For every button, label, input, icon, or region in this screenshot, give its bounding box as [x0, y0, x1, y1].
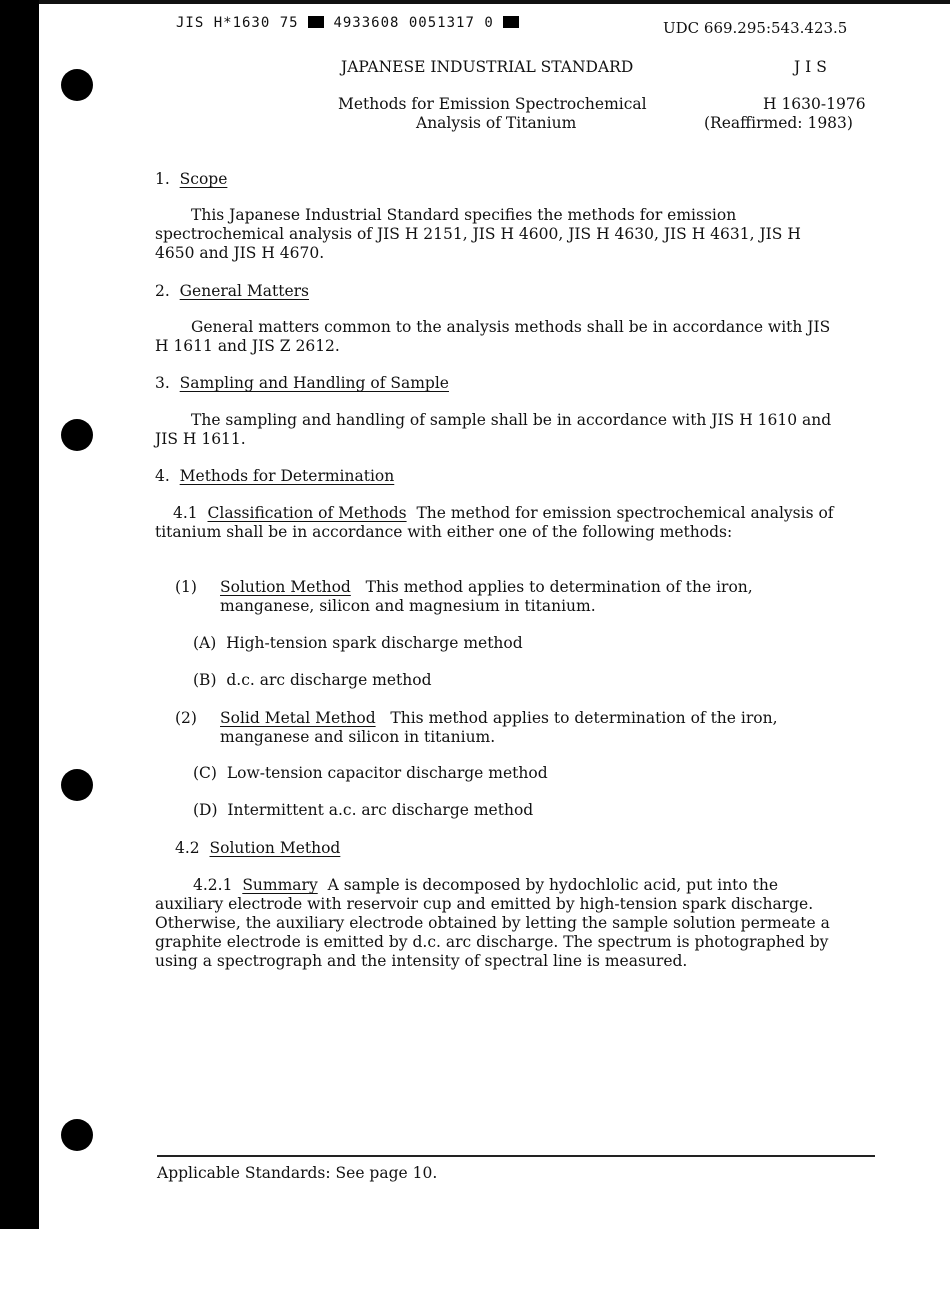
subsection-4-1: [155, 504, 835, 542]
section-3-body: The sampling and handling of sample shall be in accordance with JIS H 1610 and JIS H 1611.: [155, 411, 832, 448]
method-b: [193, 671, 432, 690]
punch-hole: [61, 1119, 93, 1151]
standard-name: JAPANESE INDUSTRIAL STANDARD: [341, 58, 634, 76]
punch-hole: [61, 419, 93, 451]
subsection-4-2-heading: [175, 839, 340, 858]
section-number: 2.: [155, 282, 170, 300]
subsection-number: 4.1: [173, 504, 198, 522]
section-number: 3.: [155, 374, 170, 392]
scan-binding-edge: [0, 0, 39, 1229]
subsection-number: 4.2.1: [193, 876, 233, 894]
method-1-number: (1): [175, 578, 197, 596]
method-c: [193, 764, 548, 783]
block-mark: [503, 16, 519, 28]
udc-code: UDC 669.295:543.423.5: [663, 19, 848, 37]
method-body: This method applies to determination of the iron, manganese and silicon in titanium.: [220, 709, 778, 746]
method-a: [193, 634, 523, 653]
item-label: (D): [193, 801, 218, 819]
doc-title-line2: Analysis of Titanium: [416, 114, 577, 132]
subsection-title: Solution Method: [209, 839, 341, 857]
reaffirmed-date: (Reaffirmed: 1983): [704, 114, 853, 132]
section-number: 4.: [155, 467, 170, 485]
section-1-body: This Japanese Industrial Standard specifies the methods for emission spectrochemical analysis of JIS H 2151, JIS H 4600, JIS H 4630, JIS H 4631, JIS H 4650 and JIS H 4670.: [155, 206, 801, 262]
section-number: 1.: [155, 170, 170, 188]
method-title: Solution Method: [220, 578, 351, 596]
jis-mark: J I S: [794, 58, 827, 76]
subsection-4-2-1: [155, 876, 835, 971]
section-3-heading: [155, 374, 449, 393]
subsection-body: A sample is decomposed by hydochlolic acid, put into the auxiliary electrode with reservoir cup and emitted by high-tension spark discharge. Otherwise, the auxiliary electrode obtained by letting the sample solution permeate a graphite electrode is emitted by d.c. arc discharge. The spectrum is photographed by using a spectrograph and the intensity of spectral line is measured.: [155, 876, 830, 970]
subsection-number: 4.2: [175, 839, 200, 857]
item-text: d.c. arc discharge method: [226, 671, 432, 689]
method-2-number: (2): [175, 709, 197, 727]
scan-top-edge: [39, 0, 950, 4]
barcode-line: [176, 15, 519, 31]
subsection-body: The method for emission spectrochemical analysis of titanium shall be in accordance with either one of the following methods:: [155, 504, 834, 541]
punch-hole: [61, 69, 93, 101]
applicable-standards-note: Applicable Standards: See page 10.: [157, 1164, 438, 1182]
section-title: Methods for Determination: [179, 467, 395, 485]
item-label: (B): [193, 671, 217, 689]
method-2: [220, 709, 850, 747]
subsection-title: Classification of Methods: [207, 504, 407, 522]
item-text: High-tension spark discharge method: [226, 634, 523, 652]
section-4-heading: [155, 467, 394, 486]
punch-hole: [61, 769, 93, 801]
method-1: [220, 578, 845, 616]
item-text: Low-tension capacitor discharge method: [226, 764, 548, 782]
block-mark: [308, 16, 324, 28]
section-2-heading: [155, 282, 309, 301]
item-label: (C): [193, 764, 217, 782]
section-title: General Matters: [179, 282, 310, 300]
method-title: Solid Metal Method: [220, 709, 376, 727]
section-2-body: General matters common to the analysis methods shall be in accordance with JIS H 1611 and JIS Z 2612.: [155, 318, 831, 355]
section-1-heading: [155, 170, 227, 189]
method-d: [193, 801, 533, 820]
section-title: Scope: [179, 170, 228, 188]
item-text: Intermittent a.c. arc discharge method: [227, 801, 534, 819]
section-title: Sampling and Handling of Sample: [179, 374, 449, 392]
footnote-rule: [157, 1155, 875, 1157]
subsection-title: Summary: [242, 876, 318, 894]
item-label: (A): [193, 634, 217, 652]
method-body: This method applies to determination of the iron, manganese, silicon and magnesium in titanium.: [220, 578, 753, 615]
catalog-numbers: 4933608 0051317 0: [333, 15, 494, 31]
standard-number: H 1630-1976: [763, 95, 866, 113]
doc-code: JIS H*1630 75: [176, 15, 299, 31]
doc-title-line1: Methods for Emission Spectrochemical: [338, 95, 647, 113]
